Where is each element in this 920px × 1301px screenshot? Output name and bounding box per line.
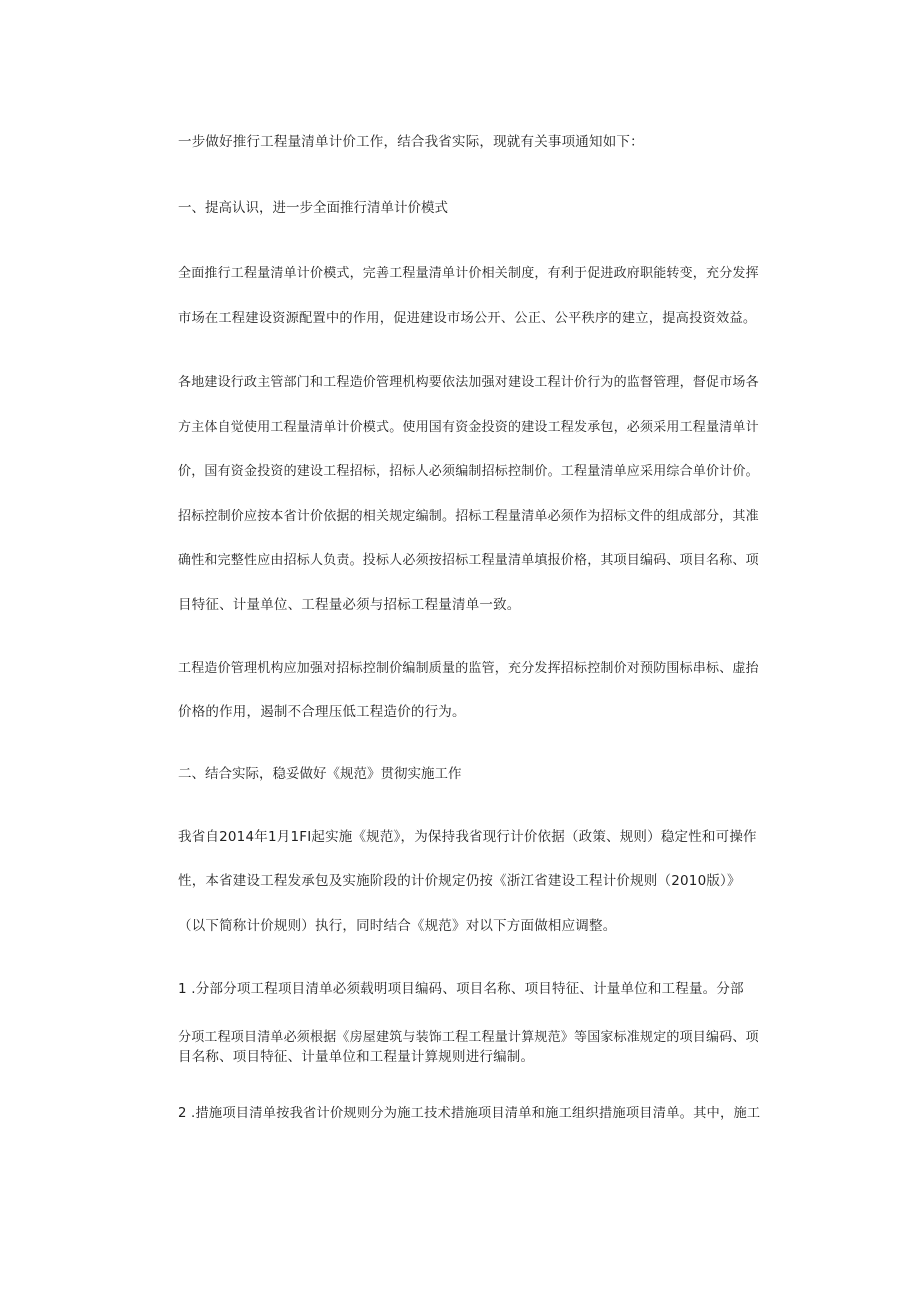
item-2-line-1: 2 .措施项目清单按我省计价规则分为施工技术措施项目清单和施工组织措施项目清单。其中，施工 [178, 1106, 761, 1121]
paragraph-2-line-6: 目特征、计量单位、工程量必须与招标工程量清单一致。 [178, 597, 521, 613]
paragraph-2-line-1: 各地建设行政主管部门和工程造价管理机构要依法加强对建设工程计价行为的监督管理，督促市场各 [178, 375, 759, 390]
paragraph-3-line-2: 价格的作用，遏制不合理压低工程造价的行为。 [178, 704, 466, 720]
paragraph-2-line-2: 方主体自觉使用工程量清单计价模式。使用国有资金投资的建设工程发承包，必须采用工程量清单计 [178, 420, 759, 435]
intro-line: 一步做好推行工程量清单计价工作，结合我省实际，现就有关事项通知如下： [178, 134, 644, 150]
item-1-line-2: 分项工程项目清单必须根据《房屋建筑与装饰工程工程量计算规范》等国家标准规定的项目编码、项 [178, 1030, 759, 1045]
paragraph-1-line-2: 市场在工程建设资源配置中的作用，促进建设市场公开、公正、公平秩序的建立，提高投资效益。 [178, 311, 757, 326]
paragraph-4-line-3: （以下简称计价规则）执行，同时结合《规范》对以下方面做相应调整。 [178, 918, 617, 934]
paragraph-1-line-1: 全面推行工程量清单计价模式，完善工程量清单计价相关制度，有利于促进政府职能转变，充分发挥 [178, 266, 759, 281]
paragraph-3-line-1: 工程造价管理机构应加强对招标控制价编制质量的监管，充分发挥招标控制价对预防围标串标、虚抬 [178, 661, 759, 676]
section-1-heading: 一、提高认识，进一步全面推行清单计价模式 [178, 200, 448, 216]
paragraph-4-line-2: 性，本省建设工程发承包及实施阶段的计价规定仍按《浙江省建设工程计价规则（2010版）》 [178, 873, 741, 889]
section-2-heading: 二、结合实际，稳妥做好《规范》贯彻实施工作 [178, 766, 462, 782]
paragraph-2-line-3: 价，国有资金投资的建设工程招标，招标人必须编制招标控制价。工程量清单应采用综合单价计价。 [178, 464, 759, 479]
paragraph-2-line-4: 招标控制价应按本省计价依据的相关规定编制。招标工程量清单必须作为招标文件的组成部分，其准 [178, 509, 759, 524]
paragraph-4-line-1: 我省自2014年1月1FI起实施《规范》，为保持我省现行计价依据（政策、规则）稳定性和可操作 [178, 829, 757, 845]
item-1-line-1: 1 .分部分项工程项目清单必须载明项目编码、项目名称、项目特征、计量单位和工程量。分部 [178, 981, 744, 997]
item-1-line-3: 目名称、项目特征、计量单位和工程量计算规则进行编制。 [178, 1049, 535, 1065]
paragraph-2-line-5: 确性和完整性应由招标人负责。投标人必须按招标工程量清单填报价格，其项目编码、项目名称、项 [178, 553, 759, 568]
